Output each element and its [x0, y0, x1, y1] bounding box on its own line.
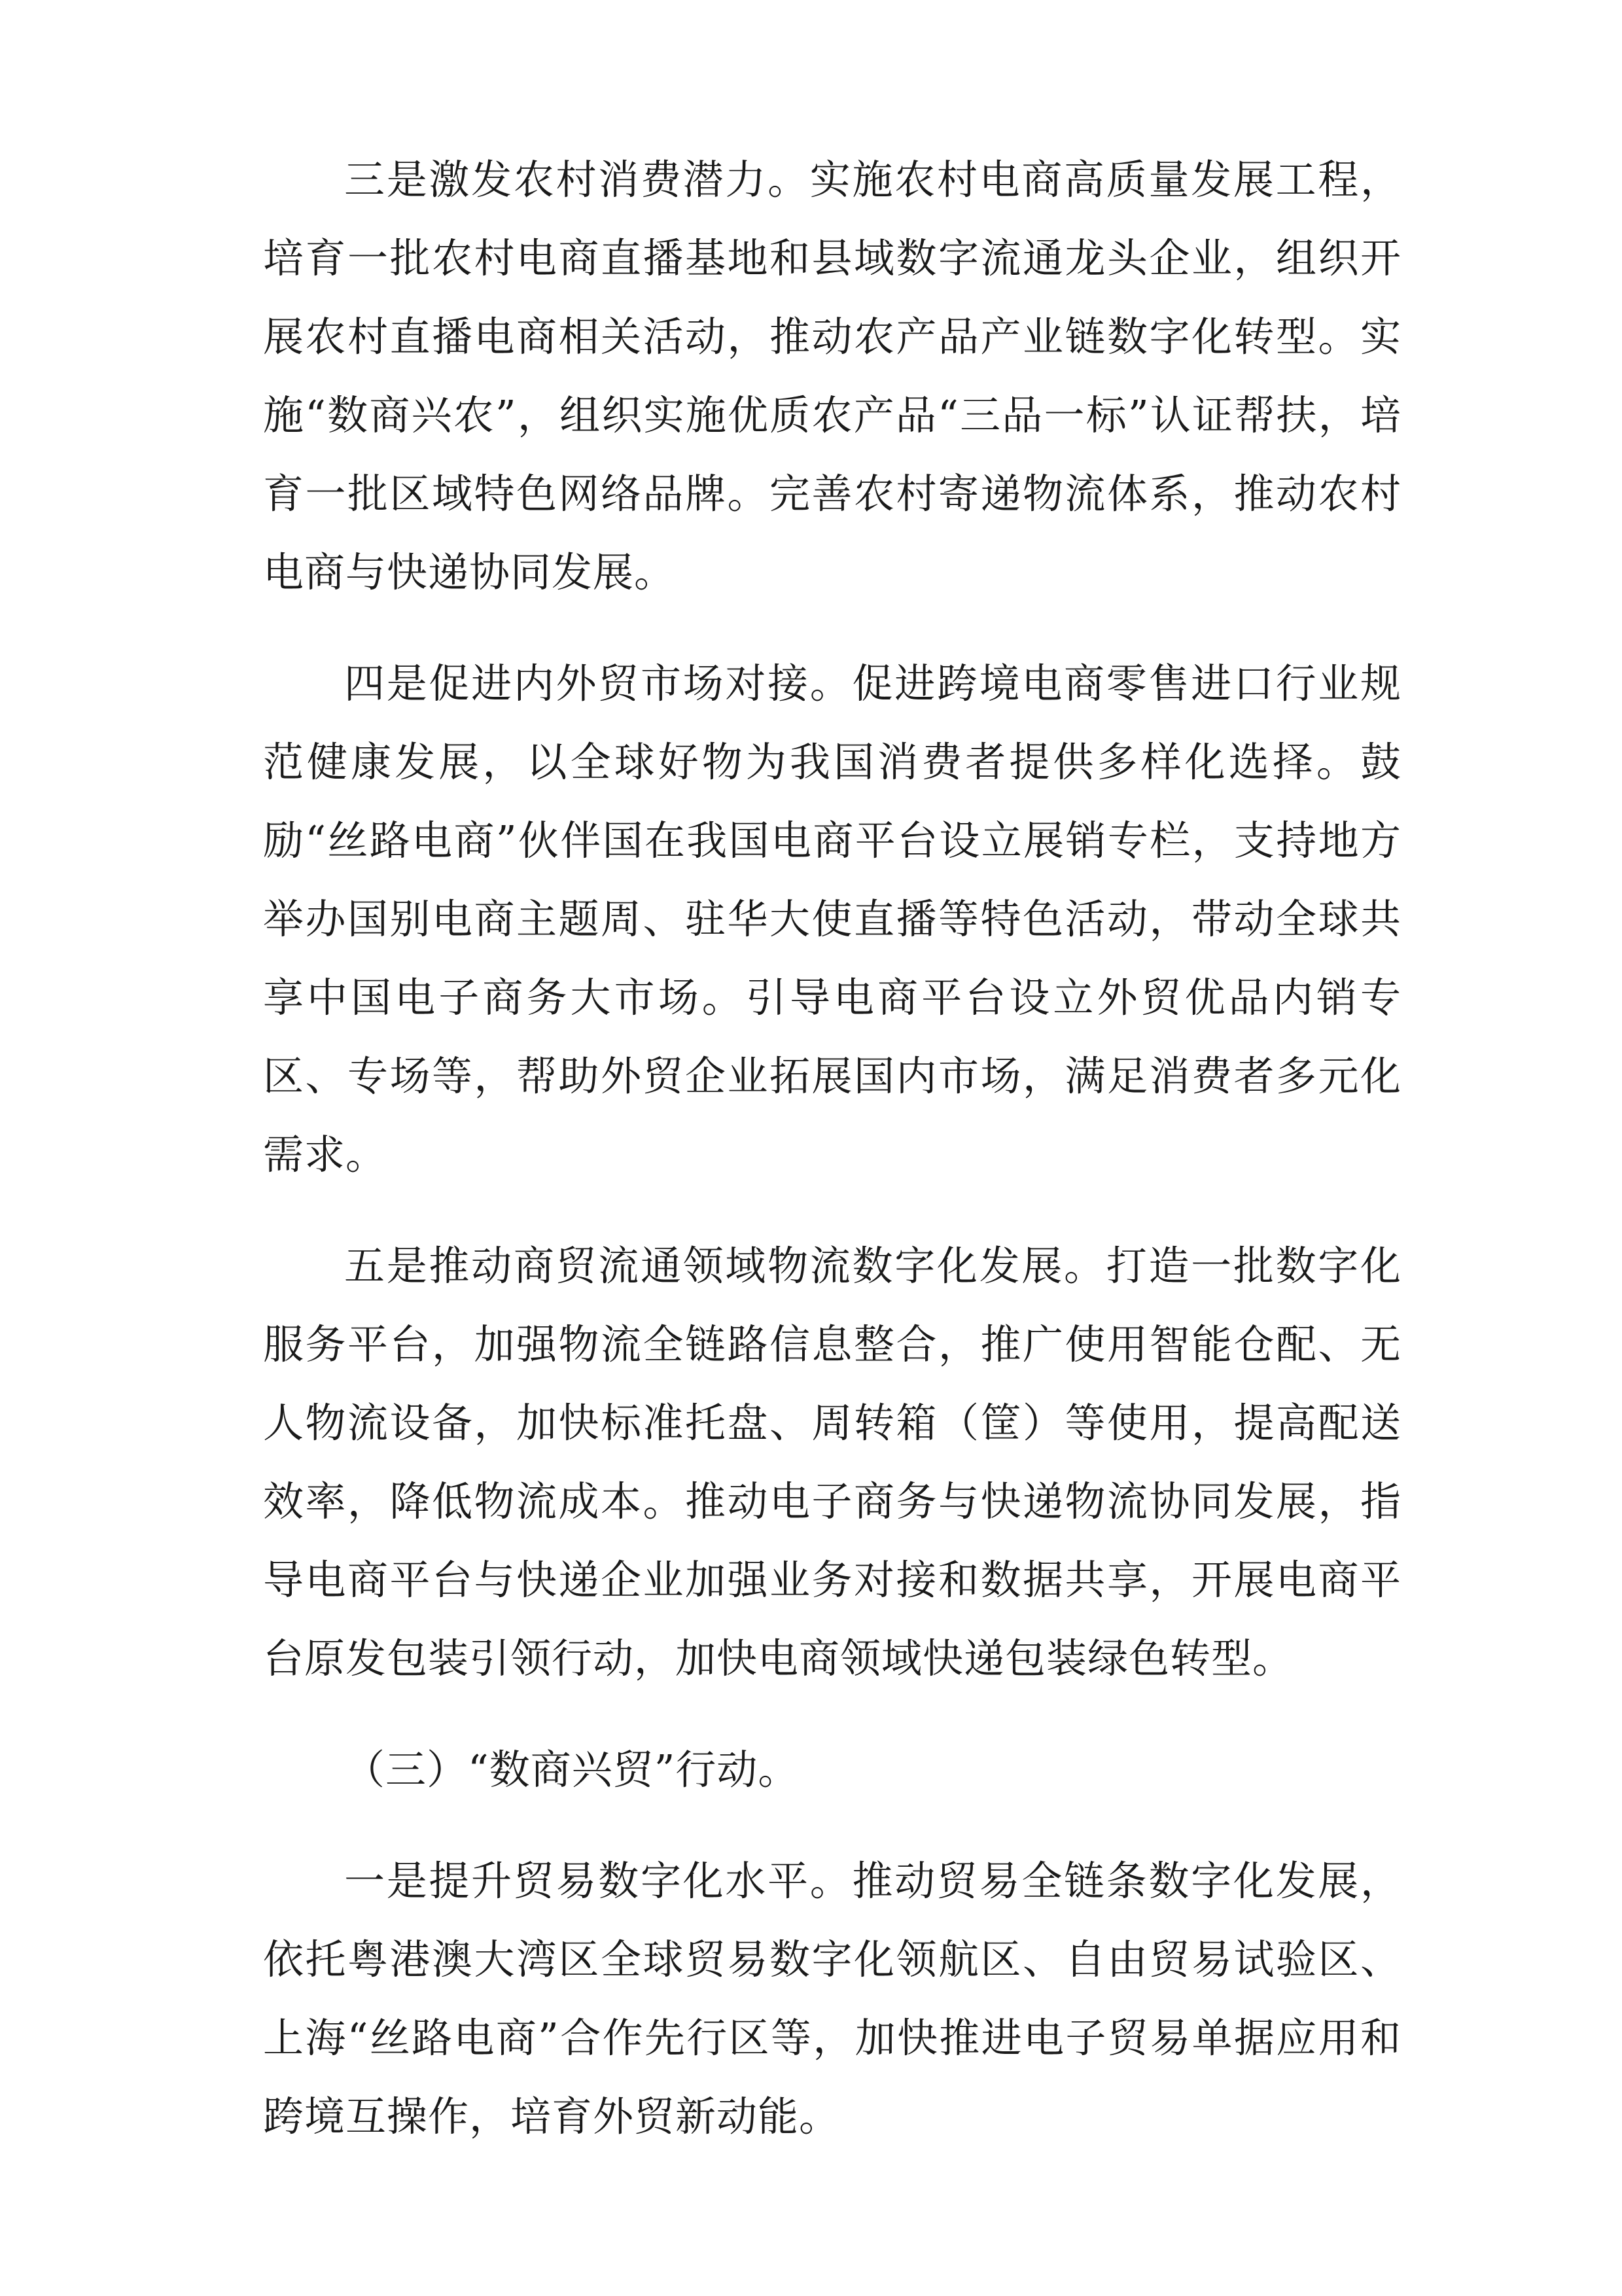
- paragraph-spacer: [263, 1698, 1402, 1731]
- paragraph-domestic-foreign-trade: 四是促进内外贸市场对接。促进跨境电商零售进口行业规范健康发展，以全球好物为我国消费者提供多样化选择。鼓励“丝路电商”伙伴国在我国电商平台设立展销专栏，支持地方举办国别电商主题周、驻华大使直播等特色活动，带动全球共享中国电子商务大市场。引导电商平台设立外贸优品内销专区、专场等，帮助外贸企业拓展国内市场，满足消费者多元化需求。: [263, 660, 1402, 1178]
- paragraph-spacer: [263, 1194, 1402, 1227]
- paragraph-logistics-digitalization: 五是推动商贸流通领域物流数字化发展。打造一批数字化服务平台，加强物流全链路信息整合，推广使用智能仓配、无人物流设备，加快标准托盘、周转箱（筐）等使用，提高配送效率，降低物流成本。推动电子商务与快递物流协同发展，指导电商平台与快递企业加强业务对接和数据共享，开展电商平台原发包装引领行动，加快电商领域快递包装绿色转型。: [263, 1242, 1402, 1682]
- paragraph-spacer: [263, 1809, 1402, 1842]
- section-heading: （三）“数商兴贸”行动。: [344, 1746, 800, 1793]
- document-body: [263, 141, 1402, 2156]
- paragraph-spacer: [263, 612, 1402, 645]
- paragraph-rural-consumption: 三是激发农村消费潜力。实施农村电商高质量发展工程，培育一批农村电商直播基地和县域数字流通龙头企业，组织开展农村直播电商相关活动，推动农产品产业链数字化转型。实施“数商兴农”，组织实施优质农产品“三品一标”认证帮扶，培育一批区域特色网络品牌。完善农村寄递物流体系，推动农村电商与快递协同发展。: [263, 156, 1402, 596]
- paragraph-trade-digitalization: 一是提升贸易数字化水平。推动贸易全链条数字化发展，依托粤港澳大湾区全球贸易数字化领航区、自由贸易试验区、上海“丝路电商”合作先行区等，加快推进电子贸易单据应用和跨境互操作，培育外贸新动能。: [263, 1857, 1402, 2140]
